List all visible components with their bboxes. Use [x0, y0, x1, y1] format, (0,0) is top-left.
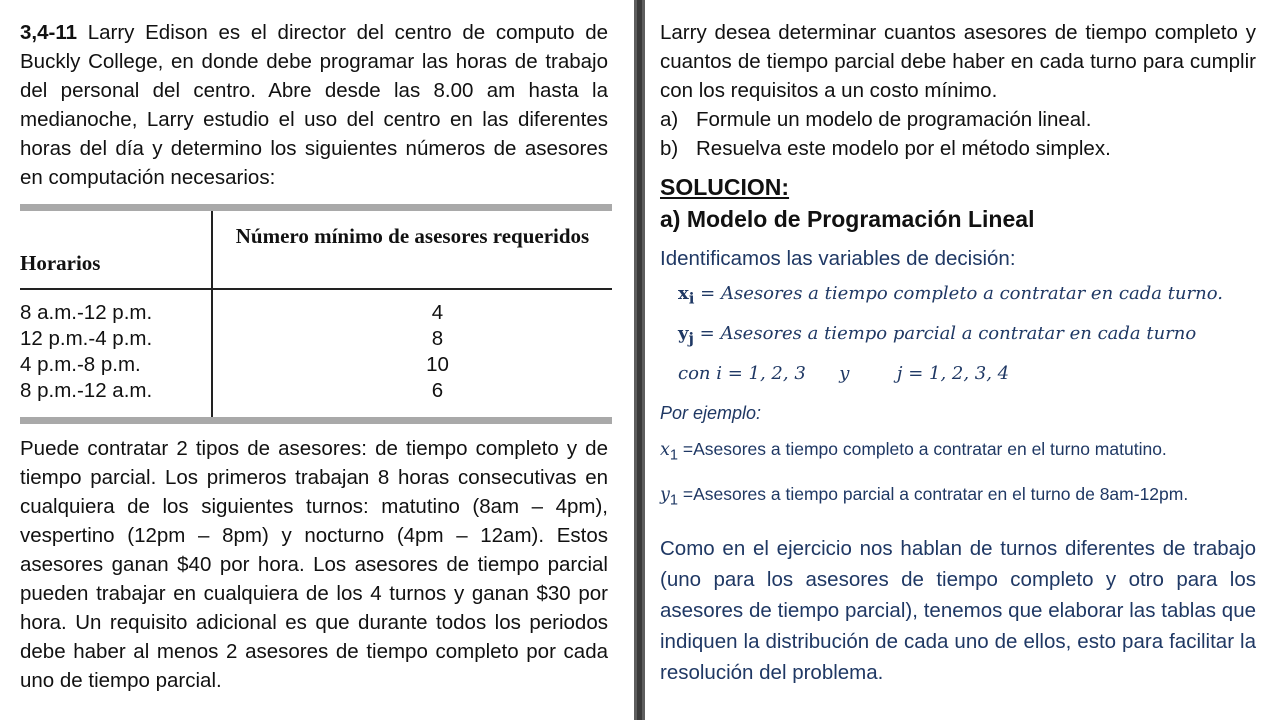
- list-item: [660, 105, 1256, 134]
- objective-paragraph: Larry desea determinar cuantos asesores de tiempo completo y cuantos de tiempo parcial debe haber en cada turno para cumplir con los requisitos a un costo mínimo.: [660, 21, 1256, 102]
- var-x-symbol: x: [678, 283, 689, 304]
- table-cell-horario: 12 p.m.-4 p.m.: [20, 327, 153, 350]
- task-list: [660, 105, 1256, 163]
- table-cell-horario: 8 p.m.-12 a.m.: [20, 379, 153, 402]
- example-y-symbol: y: [660, 484, 670, 505]
- example-x-subscript: 1: [669, 447, 678, 464]
- table-cell-horario: 4 p.m.-8 p.m.: [20, 353, 141, 376]
- horarios-column: [20, 290, 213, 417]
- list-marker: a): [660, 108, 679, 131]
- example-x-symbol: x: [660, 440, 670, 460]
- var-x-subscript: i: [688, 289, 695, 308]
- index-con: con: [678, 363, 711, 384]
- solution-heading: SOLUCION:: [660, 174, 790, 200]
- table-cell-minimo: 6: [431, 379, 444, 402]
- example-y-subscript: 1: [669, 492, 678, 508]
- right-column: [660, 18, 1256, 709]
- example-y-text: =Asesores a tiempo parcial a contratar en el turno de 8am-12pm.: [678, 483, 1189, 504]
- var-y-subscript: j: [688, 329, 694, 348]
- index-ranges: [678, 354, 1256, 394]
- variable-x-definition: [678, 274, 1256, 314]
- tables-explanation-paragraph: Como en el ejercicio nos hablan de turnos diferentes de trabajo (uno para los asesores de tiempo completo y otro para los asesores de tiempo parcial), tenemos que elaborar las tablas que indiquen la distribución de cada uno de ellos, esto para facilitar la resolución del problema.: [660, 537, 1256, 684]
- column-divider: [634, 0, 645, 720]
- left-column: [20, 18, 608, 695]
- list-marker: b): [660, 137, 679, 160]
- index-and: y: [839, 363, 850, 384]
- table-cell-minimo: 4: [431, 301, 444, 324]
- model-heading: a) Modelo de Programación Lineal: [660, 206, 1035, 232]
- problem-intro-text: Larry Edison es el director del centro de computo de Buckly College, en donde debe programar las horas de trabajo del personal del centro. Abre desde las 8.00 am hasta la medianoche, Larry estudio el uso del centro en las diferentes horas del día y determino los siguientes números de asesores en computación necesarios:: [20, 21, 608, 189]
- index-i-range: i = 1, 2, 3: [716, 363, 806, 384]
- col-header-horarios: Horarios: [20, 211, 213, 288]
- list-text: Formule un modelo de programación lineal.: [696, 108, 1092, 131]
- variable-y-definition: [678, 314, 1256, 354]
- advisor-types-paragraph: Puede contratar 2 tipos de asesores: de tiempo completo y de tiempo parcial. Los primeros trabajan 8 horas consecutivas en cualquiera de los siguientes turnos: matutino (8am – 4pm), vespertino (12pm – 8pm) y nocturno (4pm – 12am). Estos asesores ganan $40 por hora. Los asesores de tiempo parcial pueden trabajar en cualquiera de los 4 turnos y ganan $30 por hora. Un requisito adicional es que durante todos los periodos debe haber al menos 2 asesores de tiempo completo por cada uno de tiempo parcial.: [20, 437, 608, 692]
- list-text: Resuelva este modelo por el método simplex.: [696, 137, 1111, 160]
- problem-number: 3,4-11: [20, 21, 77, 44]
- table-cell-minimo: 10: [426, 353, 449, 376]
- table-cell-horario: 8 a.m.-12 p.m.: [20, 301, 153, 324]
- table-bottom-rule: [20, 417, 612, 424]
- minimo-column: [213, 290, 612, 417]
- col-header-minimo: Número mínimo de asesores requeridos: [235, 224, 590, 248]
- var-x-text: = Asesores a tiempo completo a contratar en cada turno.: [700, 283, 1223, 304]
- list-item: [660, 134, 1256, 163]
- table-header: [20, 211, 612, 290]
- problem-intro: [20, 18, 608, 192]
- identify-variables-text: Identificamos las variables de decisión:: [660, 247, 1016, 270]
- example-x-text: =Asesores a tiempo completo a contratar en el turno matutino.: [677, 439, 1167, 459]
- var-y-symbol: y: [678, 323, 689, 344]
- table-body: [20, 290, 612, 417]
- table-top-rule: [20, 204, 612, 211]
- advisors-table: [20, 204, 612, 424]
- var-y-text: = Asesores a tiempo parcial a contratar en cada turno: [699, 323, 1197, 344]
- example-label: Por ejemplo:: [660, 403, 762, 423]
- table-cell-minimo: 8: [431, 327, 444, 350]
- index-j-range: j = 1, 2, 3, 4: [896, 363, 1010, 384]
- example-y: [660, 475, 1256, 520]
- example-x: [660, 430, 1256, 475]
